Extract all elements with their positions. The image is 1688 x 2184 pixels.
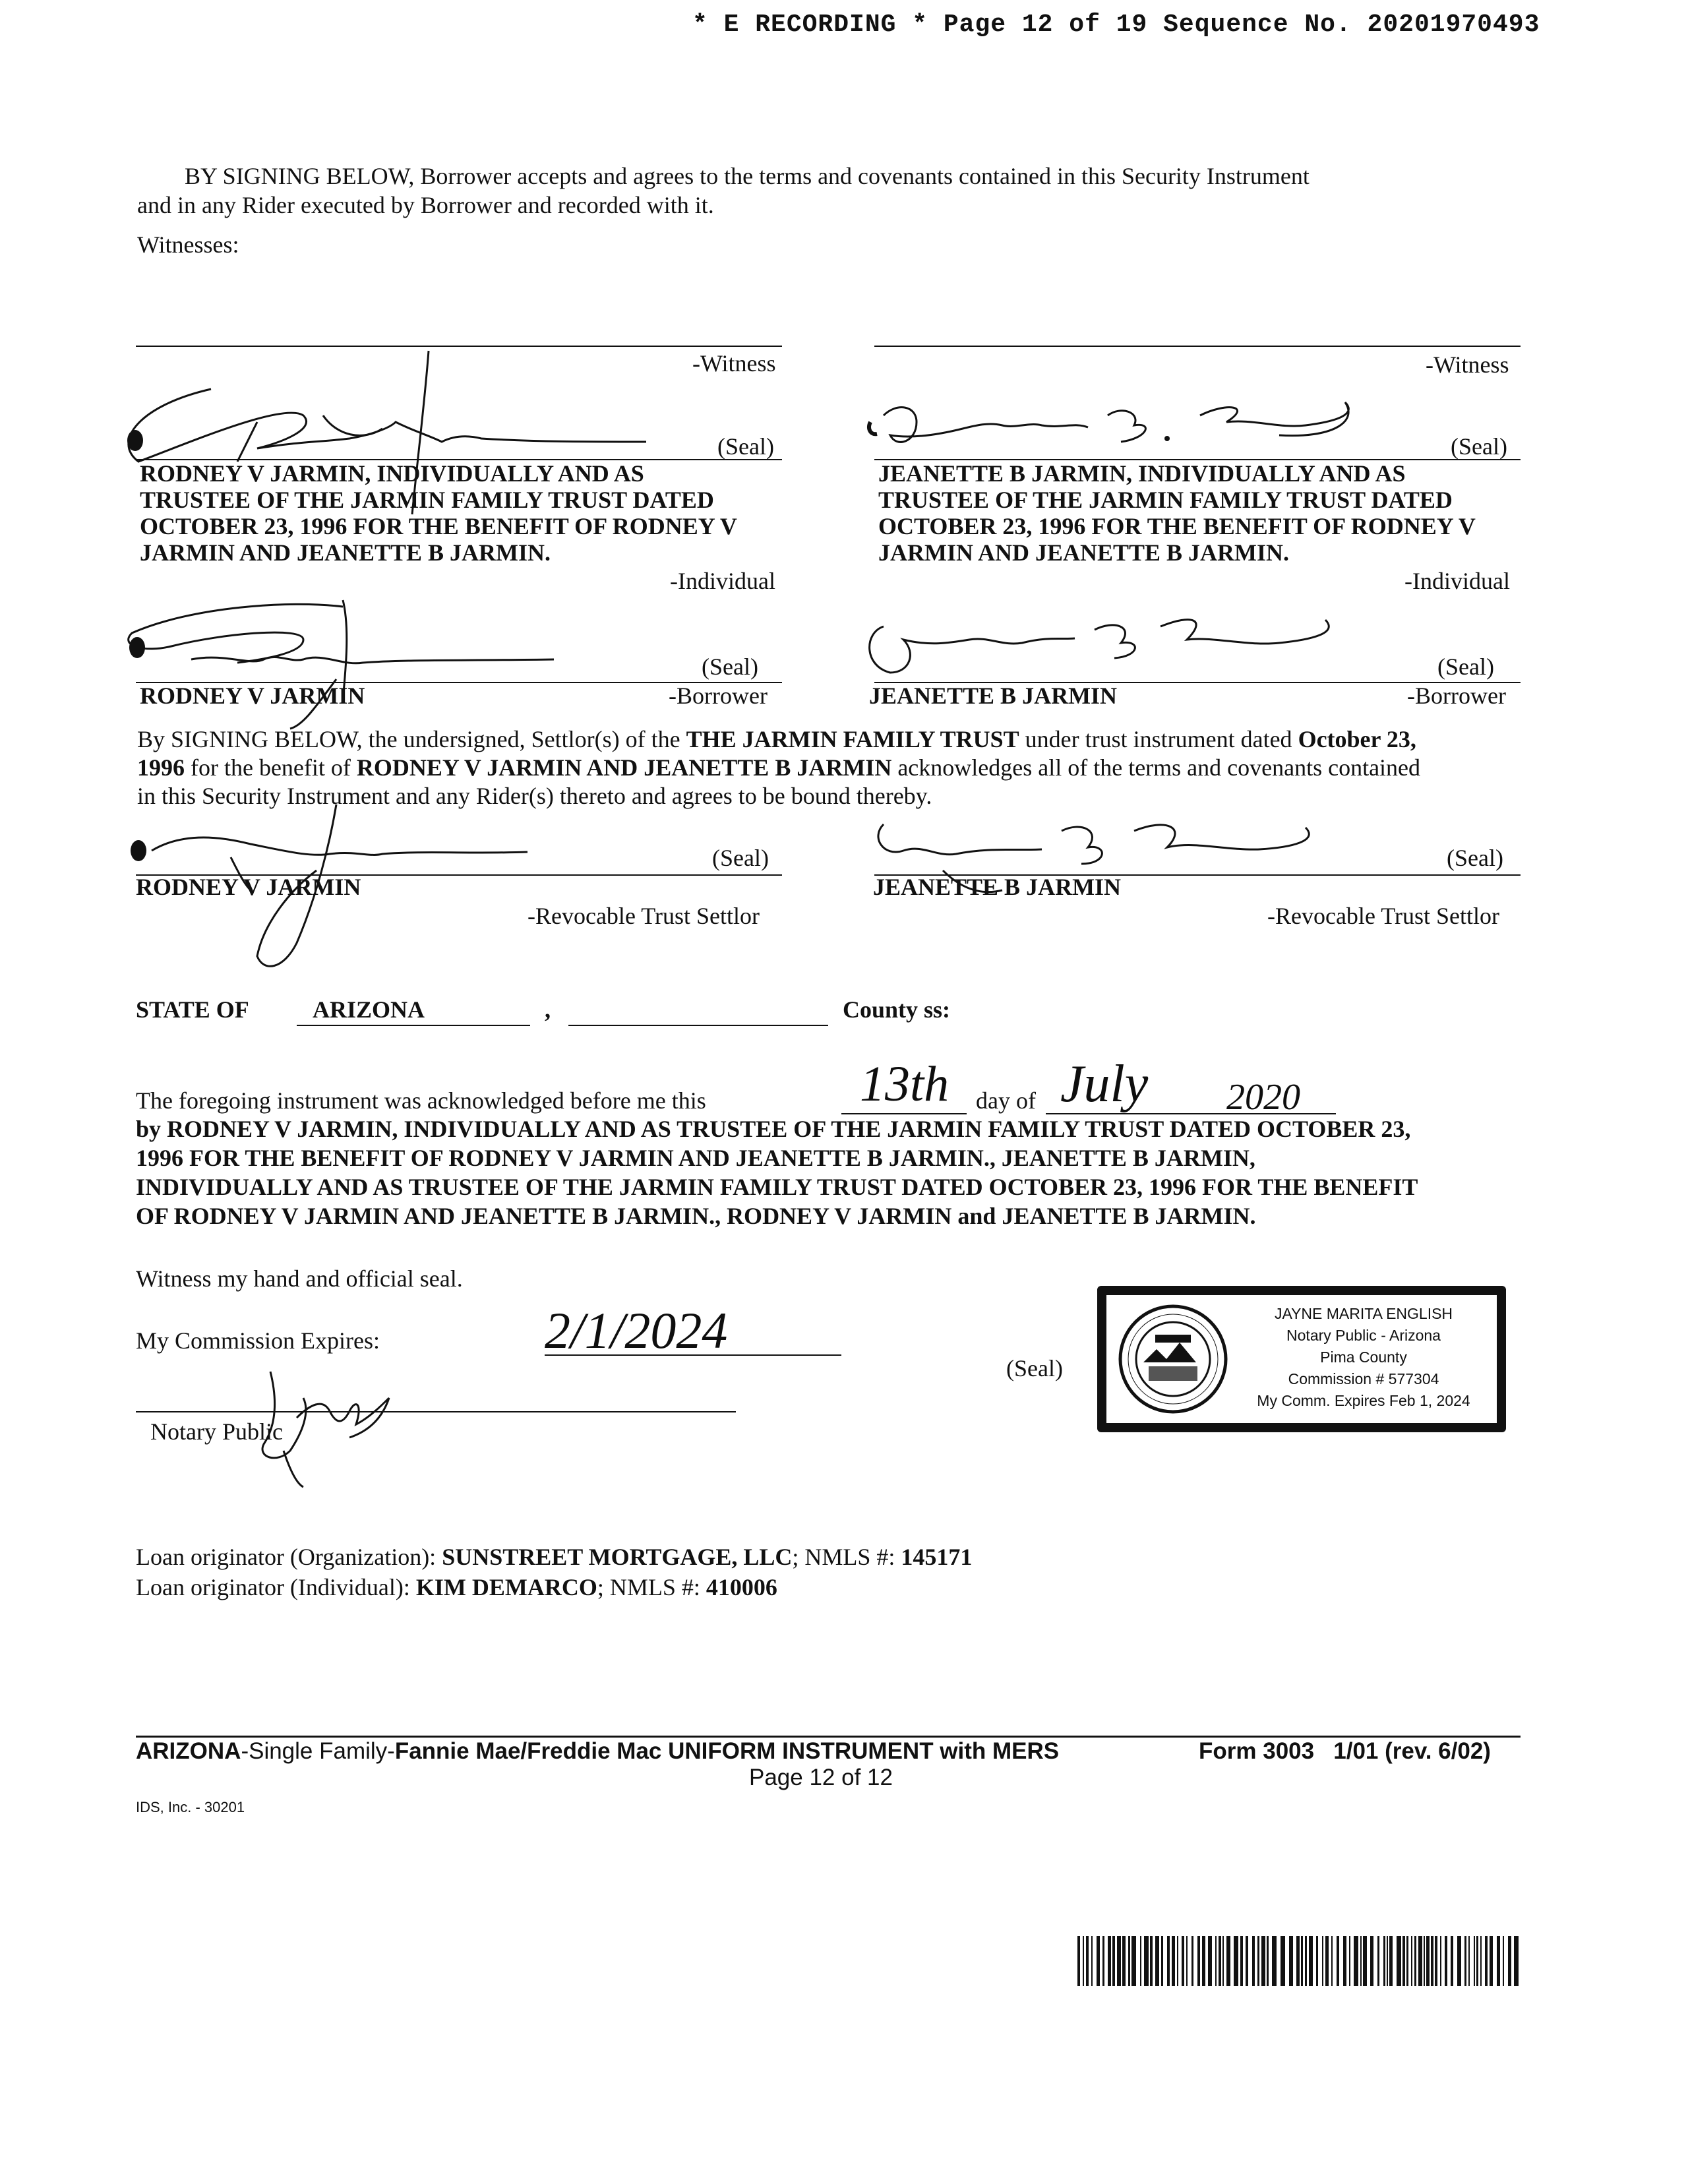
settlor-text: acknowledges all of the terms and covenants contained: [891, 754, 1421, 781]
barcode-bar: [1431, 1936, 1433, 1986]
seal-label-1-right: (Seal): [1451, 433, 1507, 460]
barcode-bar: [1331, 1936, 1333, 1986]
settlor-date: October 23,: [1298, 726, 1416, 752]
seal-label-3-left: (Seal): [712, 845, 769, 871]
barcode-bar: [1202, 1936, 1205, 1986]
settlor-trust-name: THE JARMIN FAMILY TRUST: [686, 726, 1019, 752]
barcode-bar: [1354, 1936, 1358, 1986]
footer-page-number: Page 12 of 12: [749, 1765, 893, 1790]
footer-family: -Single Family-: [241, 1738, 395, 1764]
barcode-bar: [1445, 1936, 1447, 1986]
barcode-bar: [1122, 1936, 1126, 1986]
barcode-bar: [1112, 1936, 1115, 1986]
seal-label-2-right: (Seal): [1437, 653, 1494, 680]
barcode-bar: [1480, 1936, 1482, 1986]
barcode-bar: [1131, 1936, 1136, 1986]
document-barcode: [1077, 1936, 1519, 1986]
state-label: STATE OF: [136, 996, 249, 1023]
signer-line: JARMIN AND JEANETTE B JARMIN.: [878, 539, 1290, 566]
barcode-bar: [1186, 1936, 1188, 1986]
barcode-bar: [1402, 1936, 1405, 1986]
signer-name-2-left: RODNEY V JARMIN: [140, 682, 365, 709]
barcode-bar: [1208, 1936, 1212, 1986]
barcode-bar: [1474, 1936, 1475, 1986]
intro-line-2: and in any Rider executed by Borrower and recorded with it.: [137, 192, 714, 218]
state-comma: ,: [545, 996, 551, 1023]
barcode-bar: [1414, 1936, 1416, 1986]
barcode-bar: [1219, 1936, 1221, 1986]
barcode-bar: [1102, 1936, 1104, 1986]
barcode-bar: [1301, 1936, 1303, 1986]
footer-rule: [136, 1736, 1521, 1738]
barcode-bar: [1305, 1936, 1307, 1986]
signer-text-1-right: [878, 460, 1476, 566]
settlor-text: under trust instrument dated: [1019, 726, 1298, 752]
notary-stamp-inner: [1106, 1295, 1497, 1423]
footer-instrument: Fannie Mae/Freddie Mac UNIFORM INSTRUMENT with MERS: [394, 1738, 1060, 1764]
ack-line: by RODNEY V JARMIN, INDIVIDUALLY AND AS TRUSTEE OF THE JARMIN FAMILY TRUST DATED OCTOBER 23,: [136, 1116, 1411, 1142]
ack-line: OF RODNEY V JARMIN AND JEANETTE B JARMIN., RODNEY V JARMIN and JEANETTE B JARMIN.: [136, 1203, 1256, 1229]
barcode-bar: [1086, 1936, 1089, 1986]
settlor-beneficiaries: RODNEY V JARMIN AND JEANETTE B JARMIN: [356, 754, 892, 781]
ack-hand-year: 2020: [1226, 1077, 1300, 1118]
signer-line: JEANETTE B JARMIN, INDIVIDUALLY AND AS: [878, 460, 1406, 487]
signer-role-2-left: -Borrower: [669, 682, 768, 709]
ack-body: [136, 1114, 1418, 1230]
signer-role-3-right: -Revocable Trust Settlor: [1267, 903, 1499, 929]
barcode-bar: [1177, 1936, 1178, 1986]
barcode-bar: [1161, 1936, 1163, 1986]
signer-role-2-right: -Borrower: [1407, 682, 1506, 709]
barcode-bar: [1440, 1936, 1441, 1986]
barcode-bar: [1383, 1936, 1385, 1986]
barcode-bar: [1424, 1936, 1425, 1986]
seal-label-1-left: (Seal): [717, 433, 774, 460]
stamp-text: [1232, 1303, 1495, 1412]
commission-expires-label: My Commission Expires:: [136, 1327, 380, 1354]
barcode-bar: [1155, 1936, 1159, 1986]
barcode-bar: [1343, 1936, 1346, 1986]
state-value: ARIZONA: [313, 996, 425, 1023]
originator-ind-nmls: 410006: [706, 1574, 777, 1600]
witnesses-label: Witnesses:: [137, 231, 239, 258]
seal-label-2-left: (Seal): [702, 653, 758, 680]
barcode-bar: [1252, 1936, 1255, 1986]
ack-hand-day: 13th: [860, 1056, 950, 1112]
state-underline: [297, 1025, 530, 1026]
barcode-bar: [1451, 1936, 1453, 1986]
settlor-text: in this Security Instrument and any Rider(s) thereto and agrees to be bound thereby.: [137, 783, 932, 809]
barcode-bar: [1289, 1936, 1293, 1986]
barcode-bar: [1418, 1936, 1422, 1986]
barcode-bar: [1117, 1936, 1121, 1986]
notary-seal-label: (Seal): [1006, 1355, 1063, 1381]
commission-expires-underline: [545, 1354, 841, 1356]
notary-public-label: Notary Public: [150, 1418, 283, 1445]
stamp-notary-name: JAYNE MARITA ENGLISH: [1274, 1305, 1453, 1322]
originator-ind-nmls-label: ; NMLS #:: [597, 1574, 706, 1600]
settlor-text: By SIGNING BELOW, the undersigned, Settlor(s) of the: [137, 726, 686, 752]
county-label: County ss:: [843, 996, 951, 1023]
signer-role-3-left: -Revocable Trust Settlor: [528, 903, 760, 929]
notary-stamp: [1097, 1286, 1506, 1432]
barcode-bar: [1182, 1936, 1184, 1986]
barcode-bar: [1215, 1936, 1217, 1986]
loan-originator-individual: [136, 1573, 777, 1601]
ack-line: 1996 FOR THE BENEFIT OF RODNEY V JARMIN AND JEANETTE B JARMIN., JEANETTE B JARMIN,: [136, 1145, 1255, 1171]
signer-name-3-right: JEANETTE B JARMIN: [873, 874, 1122, 900]
barcode-bar: [1397, 1936, 1401, 1986]
barcode-bar: [1411, 1936, 1412, 1986]
barcode-bar: [1490, 1936, 1493, 1986]
barcode-bar: [1485, 1936, 1488, 1986]
signer-line: JARMIN AND JEANETTE B JARMIN.: [140, 539, 551, 566]
originator-org-nmls-label: ; NMLS #:: [792, 1544, 901, 1570]
barcode-bar: [1468, 1936, 1470, 1986]
barcode-bar: [1360, 1936, 1362, 1986]
recording-header: * E RECORDING * Page 12 of 19 Sequence No. 20201970493: [692, 11, 1540, 39]
loan-originator-organization: [136, 1543, 972, 1571]
barcode-bar: [1267, 1936, 1269, 1986]
barcode-bar: [1389, 1936, 1393, 1986]
originator-org-name: SUNSTREET MORTGAGE, LLC: [442, 1544, 793, 1570]
barcode-bar: [1337, 1936, 1339, 1986]
barcode-bar: [1091, 1936, 1093, 1986]
stamp-county: Pima County: [1320, 1349, 1407, 1366]
witness-line-right: [874, 346, 1521, 347]
barcode-bar: [1197, 1936, 1200, 1986]
signer-role-1-right: -Individual: [1404, 568, 1510, 594]
notary-signature-line: [136, 1411, 736, 1412]
signer-line: TRUSTEE OF THE JARMIN FAMILY TRUST DATED: [140, 487, 714, 513]
barcode-bar: [1272, 1936, 1277, 1986]
barcode-bar: [1426, 1936, 1430, 1986]
barcode-bar: [1150, 1936, 1153, 1986]
signer-line: OCTOBER 23, 1996 FOR THE BENEFIT OF RODNEY V: [878, 513, 1476, 539]
signer-role-1-left: -Individual: [670, 568, 775, 594]
barcode-bar: [1240, 1936, 1243, 1986]
barcode-bar: [1108, 1936, 1111, 1986]
barcode-bar: [1377, 1936, 1379, 1986]
stamp-commission: Commission # 577304: [1288, 1370, 1439, 1387]
barcode-bar: [1077, 1936, 1080, 1986]
barcode-bar: [1167, 1936, 1170, 1986]
ack-line: INDIVIDUALLY AND AS TRUSTEE OF THE JARMIN FAMILY TRUST DATED OCTOBER 23, 1996 FOR THE BENEFIT: [136, 1174, 1418, 1200]
barcode-bar: [1316, 1936, 1318, 1986]
signature-jeanette-1: [857, 396, 1372, 468]
originator-org-nmls: 145171: [901, 1544, 973, 1570]
originator-ind-label: Loan originator (Individual):: [136, 1574, 416, 1600]
settlor-year: 1996: [137, 754, 185, 781]
signer-line: RODNEY V JARMIN, INDIVIDUALLY AND AS: [140, 460, 644, 487]
witness-label-left: -Witness: [692, 350, 776, 377]
barcode-bar: [1476, 1936, 1478, 1986]
signer-text-1-left: [140, 460, 737, 566]
barcode-bar: [1128, 1936, 1130, 1986]
footer-form-number: Form 3003 1/01 (rev. 6/02): [1199, 1738, 1491, 1764]
barcode-bar: [1281, 1936, 1285, 1986]
seal-label-3-right: (Seal): [1447, 845, 1503, 871]
footer-state: ARIZONA: [136, 1738, 241, 1764]
barcode-bar: [1246, 1936, 1248, 1986]
barcode-bar: [1191, 1936, 1193, 1986]
barcode-bar: [1349, 1936, 1350, 1986]
barcode-bar: [1226, 1936, 1230, 1986]
signer-line: OCTOBER 23, 1996 FOR THE BENEFIT OF RODNEY V: [140, 513, 737, 539]
signer-line: TRUSTEE OF THE JARMIN FAMILY TRUST DATED: [878, 487, 1453, 513]
barcode-bar: [1257, 1936, 1259, 1986]
barcode-bar: [1325, 1936, 1329, 1986]
arizona-state-seal: [1117, 1303, 1229, 1418]
signer-name-2-right: JEANETTE B JARMIN: [869, 682, 1118, 709]
barcode-bar: [1497, 1936, 1500, 1986]
barcode-bar: [1457, 1936, 1461, 1986]
barcode-bar: [1097, 1936, 1100, 1986]
barcode-bar: [1370, 1936, 1373, 1986]
witness-label-right: -Witness: [1426, 351, 1509, 378]
barcode-bar: [1144, 1936, 1149, 1986]
ack-hand-month: July: [1060, 1055, 1149, 1113]
barcode-bar: [1172, 1936, 1175, 1986]
barcode-bar: [1464, 1936, 1466, 1986]
barcode-bar: [1309, 1936, 1313, 1986]
county-underline: [568, 1025, 828, 1026]
footer-form-title: [136, 1738, 1059, 1765]
signer-name-3-left: RODNEY V JARMIN: [136, 874, 361, 900]
barcode-bar: [1406, 1936, 1408, 1986]
barcode-bar: [1322, 1936, 1323, 1986]
barcode-bar: [1234, 1936, 1238, 1986]
stamp-notary-title: Notary Public - Arizona: [1286, 1327, 1441, 1344]
barcode-bar: [1222, 1936, 1224, 1986]
barcode-bar: [1387, 1936, 1388, 1986]
barcode-bar: [1435, 1936, 1437, 1986]
barcode-bar: [1296, 1936, 1300, 1986]
intro-line-1: BY SIGNING BELOW, Borrower accepts and agrees to the terms and covenants contained in this Security Instrument: [185, 163, 1310, 189]
stamp-expires: My Comm. Expires Feb 1, 2024: [1257, 1392, 1470, 1409]
barcode-bar: [1508, 1936, 1511, 1986]
notary-witness-line: Witness my hand and official seal.: [136, 1265, 463, 1292]
signature-rodney-2: [92, 587, 620, 732]
barcode-bar: [1261, 1936, 1265, 1986]
barcode-bar: [1514, 1936, 1519, 1986]
barcode-bar: [1083, 1936, 1084, 1986]
originator-ind-name: KIM DEMARCO: [415, 1574, 597, 1600]
barcode-bar: [1140, 1936, 1141, 1986]
originator-org-label: Loan originator (Organization):: [136, 1544, 442, 1570]
settlor-text: for the benefit of: [185, 754, 357, 781]
commission-expires-hand: 2/1/2024: [545, 1302, 728, 1359]
ack-lead: The foregoing instrument was acknowledged before me this: [136, 1087, 706, 1114]
barcode-bar: [1503, 1936, 1504, 1986]
ack-day-label: day of: [976, 1087, 1036, 1114]
barcode-bar: [1363, 1936, 1367, 1986]
signature-jeanette-2: [851, 607, 1365, 692]
footer-ids: IDS, Inc. - 30201: [136, 1799, 245, 1815]
